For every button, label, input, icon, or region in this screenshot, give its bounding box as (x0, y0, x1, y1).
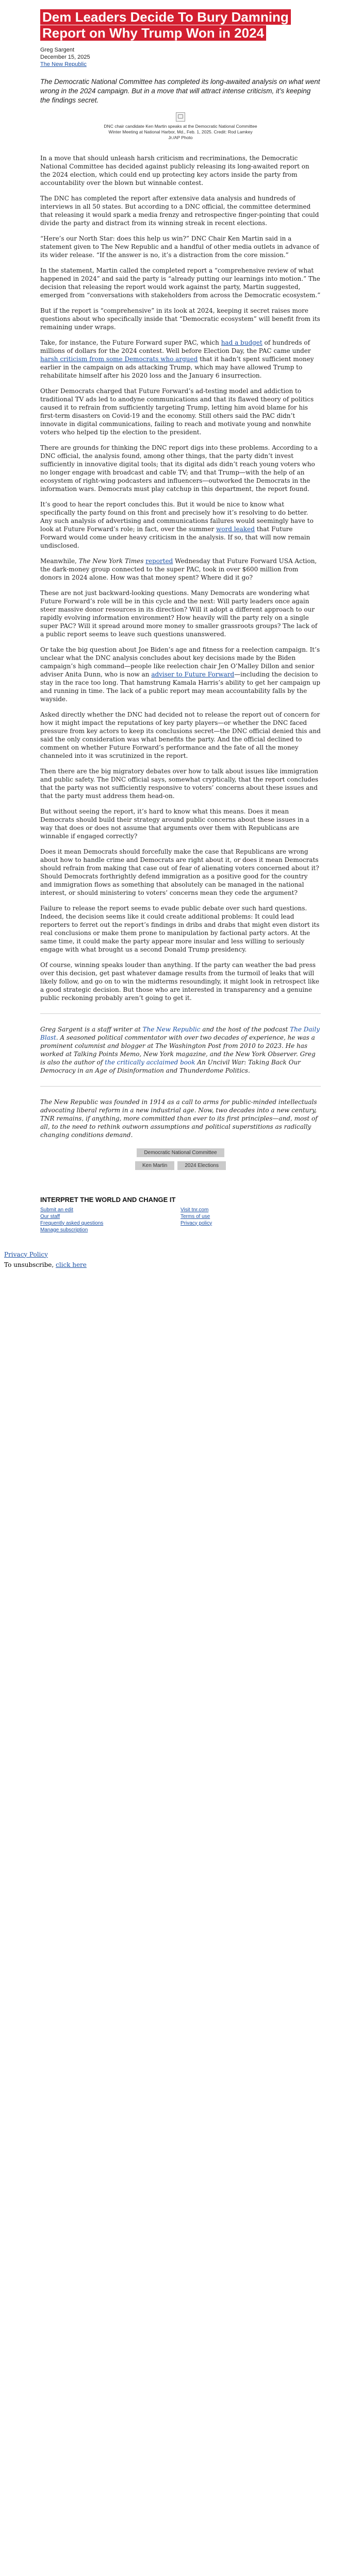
text: —including the decision to stay in the race too long. That hamstrung Kamala Harris’s ability to get her campaign up and running in time. The lack of a public report may mean accountability falls by the wayside. (40, 670, 321, 703)
text: Wednesday that Future Forward USA Action, the dark-money group connected to the super PAC, took in over $600 million from donors in 2024 alone. How was that money spent? Where did it go? (40, 557, 317, 581)
footer-link-privacy[interactable]: Privacy policy (180, 1220, 212, 1226)
email-bottom (0, 1245, 361, 1276)
paragraph: Other Democrats charged that Future Forward’s ad-testing model and addiction to traditional TV ads led to anodyne communications and that its flawed theory of politics caused it to refrain from sufficiently targeting Trump, letting him avoid blame for his first-term disasters on Covid-19 and the economy. Still others said the PAC didn’t innovate in digital communications, failing to reach and motivate young and nonwhite voters who helped tip the election to the president. (40, 387, 314, 436)
paragraph: In the statement, Martin called the completed report a “comprehensive review of what happened in 2024” and said the party is “already putting our learnings into motion.” The decision that releasing the report would work against the party, Martin suggested, emerged from “conversations with stakeholders from across the Democratic ecosystem.” (40, 266, 321, 299)
footer-link-manage-subscription[interactable]: Manage subscription (40, 1227, 88, 1233)
image-caption: DNC chair candidate Ken Martin speaks at the Democratic National Committee Winter Meeting at National Harbor, Md., Feb. 1, 2025. Credit: Rod Lamkey Jr./AP Photo (104, 123, 257, 140)
link-harsh-criticism[interactable]: harsh criticism from some Democrats who argued (40, 355, 198, 363)
tag-2024-elections[interactable]: 2024 Elections (177, 1161, 226, 1170)
bio-text (40, 1025, 321, 1075)
tag-ken-martin[interactable]: Ken Martin (135, 1161, 174, 1170)
text: Meanwhile, (40, 557, 79, 565)
date: December 15, 2025 (40, 54, 90, 60)
paragraph: Failure to release the report seems to evade public debate over such hard questions. Indeed, the decision seems like it could create additional problems: It could lead reporters to ferret out the report’s findings in dribs and drabs that might even distort its real conclusions or make them prone to manipulation by factional party actors. At the same time, it could make the party appear more insular and less willing to seriously engage with what brought us a second Donald Trump presidency. (40, 904, 320, 953)
footer-title: INTERPRET THE WORLD AND CHANGE IT (40, 1195, 176, 1204)
text: of hundreds of millions of dollars for the 2024 contest. Well before Election Day, the PAC came under (40, 338, 311, 354)
publication-link[interactable]: The New Republic (40, 61, 87, 67)
footer-link-visit-tnr[interactable]: Visit tnr.com (180, 1207, 209, 1213)
divider (40, 1013, 321, 1014)
paragraph: Of course, winning speaks louder than anything. If the party can weather the bad press over this decision, get past whatever damage results from the turmoil of leaks that will likely follow, and go on to win the midterms resoundingly, it might look in retrospect like a good strategic decision. But those who are interested in transparency and a genuine public reckoning probably aren’t going to get it. (40, 961, 320, 1002)
dek: The Democratic National Committee has completed its long-awaited analysis on what went wrong in the 2024 campaign. But in a move that will attract intense criticism, it’s keeping the findings secret. (40, 78, 320, 104)
paragraph (40, 557, 321, 582)
privacy-policy-link[interactable]: Privacy Policy (4, 1250, 48, 1258)
text: that it hadn’t spent sufficient money earlier in the campaign on ads attacking Trump, which may have allowed Trump to rehabilitate himself after his 2020 loss and the January 6 insurrection. (40, 355, 314, 379)
footer-links (40, 1207, 321, 1233)
paragraph (40, 500, 321, 550)
link-budget[interactable]: had a budget (221, 338, 262, 346)
byline (26, 41, 335, 68)
footer-link-submit-edit[interactable]: Submit an edit (40, 1207, 73, 1213)
link-tnr[interactable]: The New Republic (142, 1025, 201, 1033)
paragraph: These are not just backward-looking questions. Many Democrats are wondering what Future Forward’s role will be in this cycle and the next: Will party leaders once again steer massive donor resources in its direction? Will it adopt a different approach to our rapidly evolving information environment? How heavily will the party rely on a single super PAC? Will it spread around more money to smaller grassroots groups? The lack of a public report seems to leave such questions unanswered. (40, 589, 318, 638)
paragraph: But if the report is “comprehensive” in its look at 2024, keeping it secret raises more questions about who specifically inside that “Democratic ecosystem” will benefit from its remaining under wraps. (40, 307, 320, 331)
text: Or take the big question about Joe Biden’s age and fitness for a reelection campaign. It’s unclear what the DNC analysis concludes about key decisions made by the Biden campaign’s high command—people like reelection chair Jen O’Malley Dillon and senior adviser Anita Dunn, who is now an (40, 646, 320, 678)
unsubscribe-link[interactable]: click here (56, 1261, 87, 1268)
link-word-leaked[interactable]: word leaked (216, 525, 255, 533)
headline-block (26, 9, 335, 41)
article-body (26, 154, 335, 1002)
paragraph (40, 646, 321, 703)
link-reported[interactable]: reported (145, 557, 173, 565)
paragraph: “Here’s our North Star: does this help us win?” DNC Chair Ken Martin said in a statement given to The New Republic and a handful of other media outlets in advance of its wider release. “If the answer is no, it’s a distraction from the core mission.” (40, 234, 319, 259)
paragraph: Asked directly whether the DNC had decided not to release the report out of concern for how it might impact the reputations of key party players—or whether the DNC faced pressure from key actors to keep its conclusions secret—the DNC official denied this and said the only consideration was what benefits the party. And the official declined to comment on whether Future Forward’s performance and the fate of all the money channeled into it was scrutinized in the report. (40, 710, 321, 759)
paragraph: The DNC has completed the report after extensive data analysis and hundreds of interviews in all 50 states. But according to a DNC official, the committee determined that releasing it would spark a media frenzy and retrospective finger-pointing that could divide the party and distract from its winning streak in recent elections. (40, 194, 319, 227)
text: It’s good to hear the report concludes this. But it would be nice to know what specifically the party found on this front and precisely how it’s resolving to do better. Any such analysis of advertising and communications failures would seemingly have to look at Future Forward’s role; in fact, over the summer (40, 500, 314, 533)
paragraph: There are grounds for thinking the DNC report digs into these problems. According to a DNC official, the analysis found, among other things, that the party didn’t invest sufficiently in innovative digital tools; that its digital ads didn’t reach young voters who no longer engage with broadcast and cable TV; and that Trump—with the help of an ecosystem of right-wing podcasters and influencers—outworked the Democrats in the information wars. Democrats must play catchup in this department, the report found. (40, 444, 318, 493)
footer-col-left (40, 1207, 180, 1233)
tag-dnc[interactable]: Democratic National Committee (137, 1148, 224, 1157)
divider (40, 1086, 321, 1087)
email-page (0, 0, 361, 1276)
link-book[interactable]: the critically acclaimed book (105, 1058, 195, 1066)
text: An Uncivil War: Taking Back Our Democracy in an Age of Disinformation and Thunderdome Politics. (40, 1058, 301, 1074)
about-text: The New Republic was founded in 1914 as a call to arms for public-minded intellectuals advocating liberal reform in a new industrial age. Now, two decades into a new century, TNR remains, if anything, more committed than ever to its first principles—and, most of all, to the need to rethink outworn assumptions and political superstitions as radically changing conditions demand. (40, 1098, 318, 1139)
text: . A seasoned political commentator with over two decades of experience, he was a prominent columnist and blogger at The Washington Post from 2010 to 2023. He has worked at Talking Points Memo, New York magazine, and the New York Observer. Greg is also the author of (40, 1033, 316, 1066)
footer (26, 1188, 335, 1240)
link-adviser[interactable]: adviser to Future Forward (151, 670, 235, 678)
footer-link-staff[interactable]: Our staff (40, 1213, 60, 1219)
paragraph (40, 338, 321, 380)
about-tnr (26, 1098, 335, 1139)
paragraph: But without seeing the report, it’s hard to know what this means. Does it mean Democrats should build their strategy around public concerns about these issues in a way that does or does not assume that arguments over them with Republicans are winnable if engaged correctly? (40, 807, 309, 840)
text: and the host of the podcast (200, 1025, 290, 1033)
paragraph: Does it mean Democrats should forcefully make the case that Republicans are wrong about how to handle crime and Democrats are right about it, or does it mean Democrats should refrain from making that case out of fear of alienating voters concerned about it? Should Democrats forthrightly defend immigration as a positive good for the country and immigration flows as something that absolutely can be managed in the national interest, or should ministering to voters’ concerns mean they cede the argument? (40, 848, 319, 896)
author: Greg Sargent (40, 47, 75, 53)
figure (26, 105, 335, 141)
text: that Future Forward would come under heavy criticism in the analysis. If so, that will now remain undisclosed. (40, 525, 310, 549)
paragraph: Then there are the big migratory debates over how to talk about issues like immigration and public safety. The DNC official says, somewhat cryptically, that the report concludes that the party was not sufficiently responsive to voters’ concerns about these issues and that the party must address them head-on. (40, 767, 319, 800)
tag-list (26, 1146, 335, 1172)
broken-image-icon (176, 112, 185, 122)
unsubscribe-text: To unsubscribe, (4, 1261, 56, 1268)
author-bio (26, 1025, 335, 1075)
paragraph: In a move that should unleash harsh criticism and recriminations, the Democratic National Committee has decided against publicly releasing its long-awaited report on the 2024 election, which could end up protecting key actors inside the party from accountability over the blown but winnable contest. (40, 154, 309, 187)
footer-link-faq[interactable]: Frequently asked questions (40, 1220, 104, 1226)
headline[interactable]: Dem Leaders Decide To Bury Damning Report on Why Trump Won in 2024 (40, 9, 291, 41)
link-daily-blast[interactable]: The Daily Blast (40, 1025, 320, 1041)
footer-col-right (180, 1207, 321, 1233)
publication-name: The New York Times (78, 557, 144, 565)
text: Take, for instance, the Future Forward super PAC, which (40, 338, 221, 346)
text: Greg Sargent is a staff writer at (40, 1025, 143, 1033)
footer-link-terms[interactable]: Terms of use (180, 1213, 210, 1219)
newsletter (26, 0, 335, 1245)
